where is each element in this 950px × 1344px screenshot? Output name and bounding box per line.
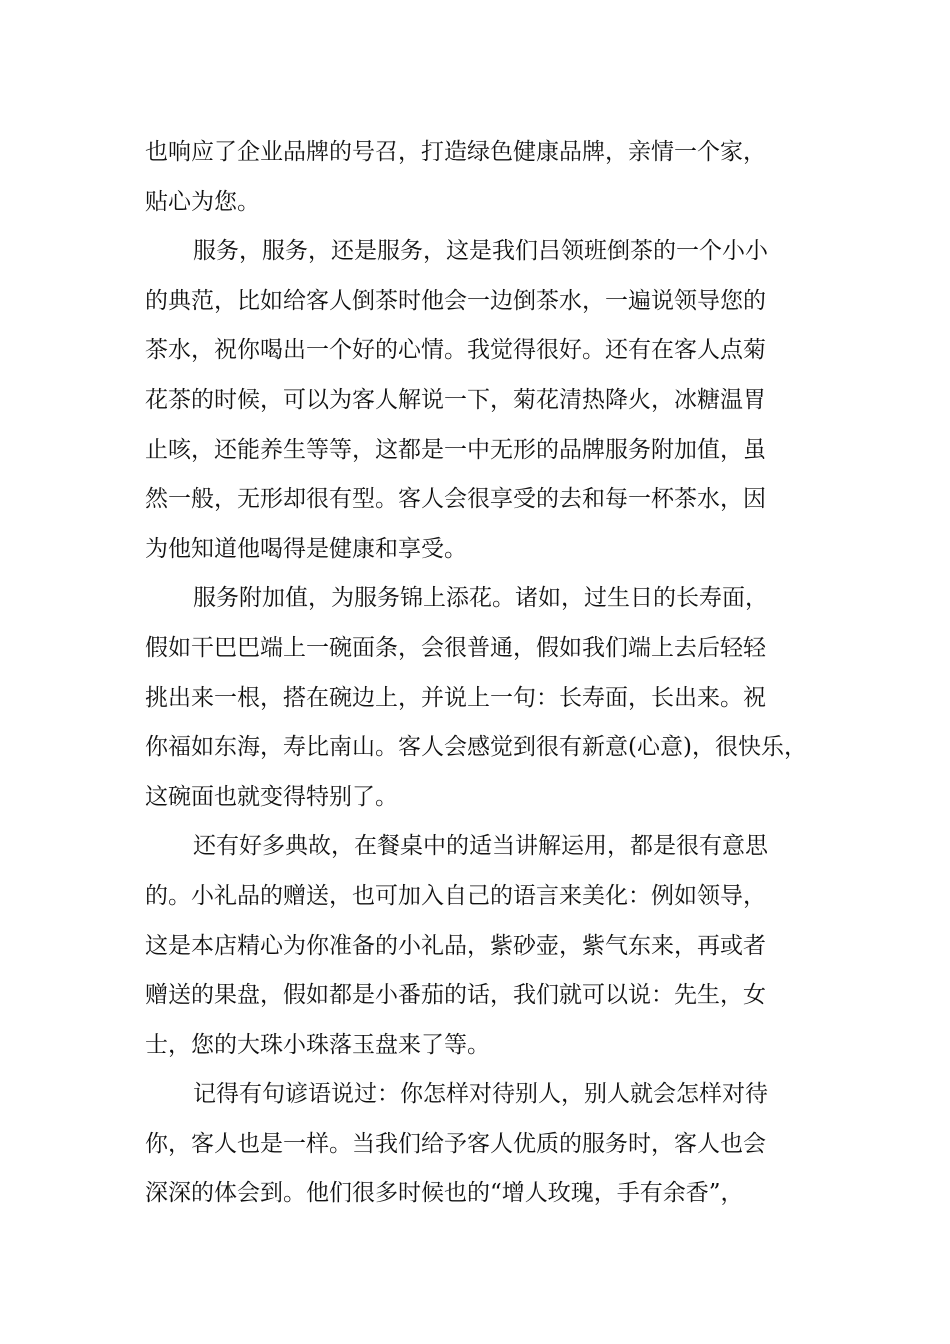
paragraph-3	[145, 574, 825, 822]
text-line: 的。小礼品的赠送，也可加入自己的语言来美化：例如领导，	[145, 882, 766, 909]
text-line: 士，您的大珠小珠落玉盘来了等。	[145, 1031, 490, 1058]
text-line: 止咳，还能养生等等，这都是一中无形的品牌服务附加值，虽	[145, 436, 766, 463]
text-line: 茶水，祝你喝出一个好的心情。我觉得很好。还有在客人点菊	[145, 337, 766, 364]
document-body	[145, 128, 825, 1219]
text-line: 记得有句谚语说过：你怎样对待别人，别人就会怎样对待	[193, 1081, 768, 1108]
paragraph-2	[145, 227, 825, 574]
text-line: 贴心为您。	[145, 188, 260, 215]
paragraph-5	[145, 1070, 825, 1219]
text-line: 深深的体会到。他们很多时候也的“增人玫瑰，手有余香”，	[145, 1180, 744, 1207]
text-line: 也响应了企业品牌的号召，打造绿色健康品牌，亲情一个家，	[145, 139, 766, 165]
text-line: 赠送的果盘，假如都是小番茄的话，我们就可以说：先生，女	[145, 982, 766, 1009]
text-line: 的典范，比如给客人倒茶时他会一边倒茶水，一遍说领导您的	[145, 287, 766, 314]
text-line: 服务附加值，为服务锦上添花。诸如，过生日的长寿面，	[193, 585, 768, 612]
text-line: 你，客人也是一样。当我们给予客人优质的服务时，客人也会	[145, 1130, 766, 1157]
text-line: 假如干巴巴端上一碗面条，会很普通，假如我们端上去后轻轻	[145, 634, 766, 661]
text-line: 花茶的时候，可以为客人解说一下，菊花清热降火，冰糖温胃	[145, 386, 766, 413]
text-line: 还有好多典故，在餐桌中的适当讲解运用，都是很有意思	[193, 833, 768, 860]
text-line: 然一般，无形却很有型。客人会很享受的去和每一杯茶水，因	[145, 486, 766, 513]
paragraph-1	[145, 128, 825, 227]
text-line: 这是本店精心为你准备的小礼品，紫砂壶，紫气东来，再或者	[145, 932, 766, 959]
text-line: 你福如东海，寿比南山。客人会感觉到很有新意(心意)，很快乐，	[145, 734, 807, 761]
text-line: 服务，服务，还是服务，这是我们吕领班倒茶的一个小小	[193, 238, 768, 265]
text-line: 这碗面也就变得特别了。	[145, 783, 398, 810]
paragraph-4	[145, 822, 825, 1070]
text-line: 挑出来一根，搭在碗边上，并说上一句：长寿面，长出来。祝	[145, 684, 766, 711]
text-line: 为他知道他喝得是健康和享受。	[145, 535, 467, 562]
